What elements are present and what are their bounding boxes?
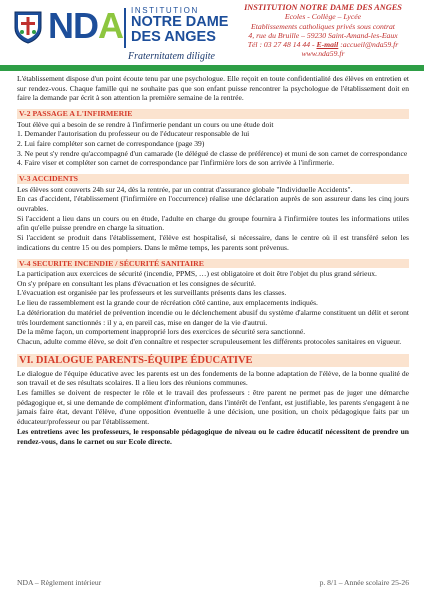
- paragraph: En cas d'accident, l'établissement (l'infirmière en l'occurrence) réalise une déclaration auprès de son assureur dans les cinq jours ouvrables.: [17, 194, 409, 214]
- bold-paragraph: Les entretiens avec les professeurs, le responsable pédagogique de niveau ou le cadre éducatif nécessitent de prendre un rendez-vous, dans le carnet ou sur Ecole directe.: [17, 426, 409, 446]
- contact-website[interactable]: www.nda59.fr: [301, 49, 345, 59]
- contact-block: [230, 3, 416, 59]
- contact-title: INSTITUTION NOTRE DAME DES ANGES: [244, 3, 402, 12]
- document-body: [17, 74, 409, 446]
- section-heading-v4: V-4 SECURITE INCENDIE / SÉCURITÉ SANITAIRE: [17, 259, 409, 269]
- nda-logo-text: [48, 6, 123, 46]
- paragraph: Les familles se doivent de respecter le rôle et le travail des professeurs : être parent ne permet pas de juger une démarche pédagogique et, si une demande de complément d'information, dans l'intérêt de l'enfant, est justifiable, les parents s'engagent à ne jamais faire état, devant l'élève, d'une opposition éventuelle à une décision, une position, un choix pédagogique faits par un éducateur/professeur ou par l'établissement.: [17, 388, 409, 427]
- section-heading-v3: V-3 ACCIDENTS: [17, 174, 409, 184]
- page-header: [0, 0, 424, 74]
- paragraph: L'évacuation est organisée par les professeurs et les surveillants présents dans les classes.: [17, 288, 287, 298]
- logo-letters-nd: ND: [48, 5, 98, 46]
- paragraph: Le lieu de rassemblement est la grande cour de récréation côté cantine, aux emplacements indiqués.: [17, 298, 318, 308]
- list-item: 3. Ne peut s'y rendre qu'accompagné d'un camarade (le délégué de classe de préférence) et muni de son carnet de correspondance: [17, 148, 408, 158]
- logo-letter-a: A: [98, 5, 123, 46]
- section-heading-v2: V-2 PASSAGE A L'INFIRMERIE: [17, 109, 409, 119]
- intro-paragraph: L'établissement dispose d'un point écoute tenu par une psychologue. Elle reçoit en toute confidentialité des élèves en entretien et sur rendez-vous. Chaque famille qui ne souhaite pas que son enfant puisse rencontrer la psychologue de l'établissement doit en faire la demande par écrit à son attention la première semaine de la rentrée.: [17, 74, 409, 103]
- paragraph: Si l'accident a lieu dans un cours ou en étude, l'adulte en charge du groupe fournira à l'infirmière toutes les informations utiles afin qu'elle puisse prendre en charge la situation.: [17, 213, 409, 233]
- paragraph: De la même façon, un comportement inapproprié lors des exercices de sécurité sera sanctionné.: [17, 327, 306, 337]
- footer-left: NDA – Règlement intérieur: [17, 578, 102, 587]
- paragraph: On s'y prépare en consultant les plans d'évacuation et les consignes de sécurité.: [17, 278, 256, 288]
- paragraph: Chacun, adulte comme élève, se doit d'en connaître et respecter scrupuleusement les différents protocoles sanitaires en vigueur.: [17, 336, 402, 346]
- paragraph: La détérioration du matériel de prévention incendie ou le déclenchement abusif du système d'alarme constituent un délit et seront très lourdement sanctionnés : il y a, en pareil cas, mise en danger de la vie d'autrui.: [17, 307, 409, 327]
- contact-address: 4, rue du Bruille – 59230 Saint-Amand-les-Eaux: [248, 30, 398, 40]
- motto: Fraternitatem diligite: [128, 51, 215, 62]
- list-item: 1. Demander l'autorisation du professeur ou de l'éducateur responsable de lui: [17, 129, 250, 139]
- institution-label: INSTITUTION: [131, 6, 199, 15]
- contact-subtitle: Ecoles - Collège – Lycée: [284, 12, 362, 22]
- footer-page-number: p. 8/1 – Année scolaire 25-26: [319, 578, 409, 587]
- paragraph: Le dialogue de l'équipe éducative avec les parents est un des fondements de la bonne adaptation de l'élève, de la bonne qualité de son travail et de ses résultats scolaires. Il a lieu lors des réunions communes.: [17, 368, 409, 388]
- paragraph: Les élèves sont couverts 24h sur 24, dès la rentrée, par un contrat d'assurance globale "Individuelle Accidents".: [17, 184, 353, 194]
- paragraph: La participation aux exercices de sécurité (incendie, PPMS, …) est obligatoire et doit être l'objet du plus grand sérieux.: [17, 269, 377, 279]
- contact-email[interactable]: :accueil@nda59.fr: [338, 40, 399, 50]
- list-item: 4. Faire viser et compléter son carnet de correspondance par l'infirmière lors de son arrivée à l'infirmerie.: [17, 158, 335, 168]
- section-heading-vi: VI. DIALOGUE PARENTS-ÉQUIPE ÉDUCATIVE: [17, 354, 409, 367]
- crest-logo-icon: [14, 10, 42, 44]
- list-item: 2. Lui faire compléter son carnet de correspondance (page 39): [17, 139, 205, 149]
- email-label[interactable]: E-mail: [316, 40, 339, 50]
- paragraph: Si l'accident se produit dans l'établissement, l'élève est hospitalisé, si nécessaire, dans le centre où il est transféré selon les indications du centre 15 ou des pompiers. Dans le même temps, les parents sont prévenus.: [17, 233, 409, 252]
- logo-divider: [124, 8, 126, 48]
- paragraph: Tout élève qui a besoin de se rendre à l'infirmerie pendant un cours ou une étude doit: [17, 119, 274, 129]
- contact-phone: Tél : 03 27 48 14 44 -: [247, 40, 317, 50]
- contact-phone-email: [230, 40, 416, 49]
- institution-name: NOTRE DAME DES ANGES: [131, 14, 229, 45]
- header-green-bar: [0, 65, 424, 71]
- contact-subtitle-2: Etablissements catholiques privés sous contrat: [251, 21, 395, 31]
